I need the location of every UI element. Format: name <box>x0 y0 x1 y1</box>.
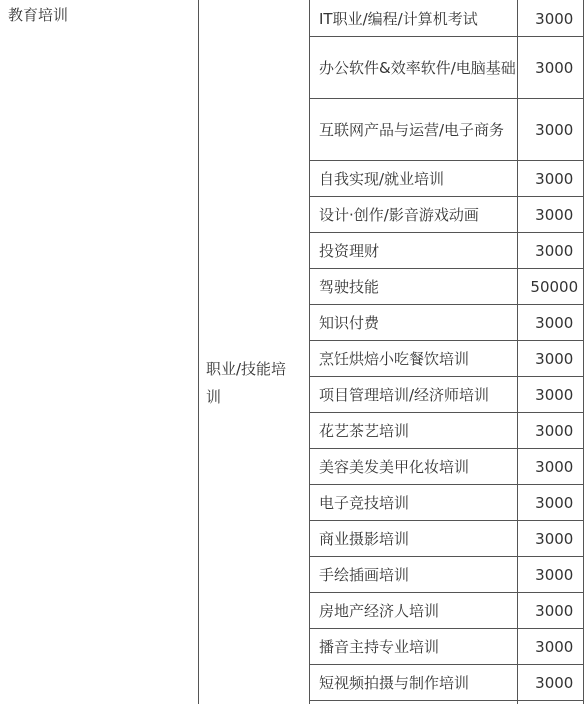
table-row <box>310 37 587 99</box>
item-value: 3000 <box>535 206 574 224</box>
item-value: 3000 <box>535 242 574 260</box>
row-divider <box>310 160 584 161</box>
table-row <box>310 485 587 521</box>
row-divider <box>310 664 584 665</box>
table-row <box>310 269 587 305</box>
item-value: 3000 <box>535 9 574 28</box>
table-row <box>310 161 587 197</box>
row-divider <box>310 592 584 593</box>
item-name: 互联网产品与运营/电子商务 <box>319 121 505 139</box>
table-row <box>310 629 587 665</box>
fee-table <box>310 0 587 701</box>
item-value: 3000 <box>535 170 574 188</box>
item-name: 手绘插画培训 <box>319 566 410 584</box>
row-divider <box>310 520 584 521</box>
row-divider <box>310 304 584 305</box>
item-value: 3000 <box>535 59 574 77</box>
table-row <box>310 377 587 413</box>
item-value: 50000 <box>530 278 579 296</box>
item-value: 3000 <box>535 602 574 620</box>
item-value: 3000 <box>535 314 574 332</box>
table-row <box>310 197 587 233</box>
table-row <box>310 413 587 449</box>
item-name: 设计·创作/影音游戏动画 <box>319 206 479 224</box>
item-name: 项目管理培训/经济师培训 <box>319 386 490 404</box>
table-row <box>310 557 587 593</box>
item-value: 3000 <box>535 674 574 692</box>
table-row <box>310 341 587 377</box>
item-name: 自我实现/就业培训 <box>319 170 445 188</box>
table-row <box>310 521 587 557</box>
item-name: 播音主持专业培训 <box>319 638 440 656</box>
item-name: IT职业/编程/计算机考试 <box>319 9 478 28</box>
table-row <box>310 99 587 161</box>
row-divider <box>310 196 584 197</box>
table-row <box>310 305 587 341</box>
item-name: 商业摄影培训 <box>319 530 410 548</box>
row-divider <box>310 628 584 629</box>
row-divider <box>310 232 584 233</box>
row-divider <box>310 700 584 701</box>
table-row <box>310 665 587 701</box>
category-label: 教育培训 <box>8 6 69 24</box>
item-value: 3000 <box>535 566 574 584</box>
row-divider <box>310 484 584 485</box>
item-name: 投资理财 <box>319 242 380 260</box>
item-name: 美容美发美甲化妆培训 <box>319 458 470 476</box>
row-divider <box>310 376 584 377</box>
column-divider <box>198 0 199 704</box>
table-row <box>310 449 587 485</box>
row-divider <box>310 340 584 341</box>
item-value: 3000 <box>535 422 574 440</box>
item-name: 办公软件&效率软件/电脑基础 <box>319 59 516 77</box>
item-value: 3000 <box>535 458 574 476</box>
item-name: 知识付费 <box>319 314 380 332</box>
item-name: 电子竞技培训 <box>319 494 410 512</box>
row-divider <box>310 98 584 99</box>
row-divider <box>310 556 584 557</box>
table-row <box>310 593 587 629</box>
item-name: 花艺茶艺培训 <box>319 422 410 440</box>
item-value: 3000 <box>535 350 574 368</box>
table-row <box>310 233 587 269</box>
table-row <box>310 0 587 37</box>
subcategory-label: 职业/技能培训 <box>206 360 287 406</box>
item-value: 3000 <box>535 530 574 548</box>
row-divider <box>310 448 584 449</box>
row-divider <box>310 36 584 37</box>
item-value: 3000 <box>535 494 574 512</box>
item-name: 短视频拍摄与制作培训 <box>319 674 470 692</box>
item-value: 3000 <box>535 121 574 139</box>
item-value: 3000 <box>535 386 574 404</box>
row-divider <box>310 412 584 413</box>
item-value: 3000 <box>535 638 574 656</box>
item-name: 驾驶技能 <box>319 278 380 296</box>
row-divider <box>310 268 584 269</box>
item-name: 房地产经济人培训 <box>319 602 440 620</box>
item-name: 烹饪烘焙小吃餐饮培训 <box>319 350 470 368</box>
